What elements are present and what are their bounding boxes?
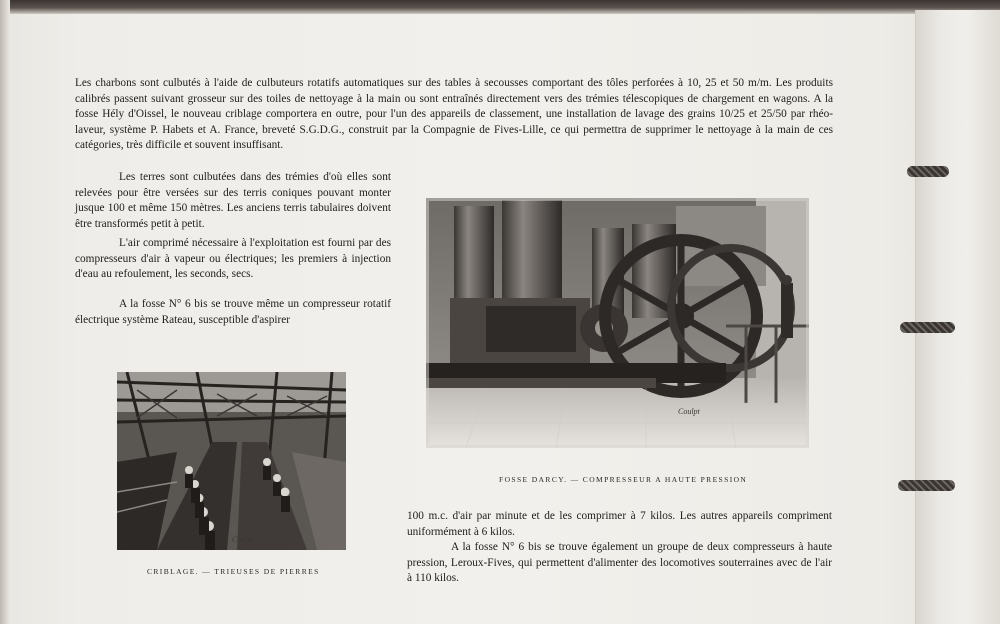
paragraph-leroux — [407, 540, 832, 587]
paragraph-text: A la fosse N° 6 bis se trouve également un groupe de deux compresseurs à haute pression, Leroux-Fives, qui permettent d'alimenter des locomotives souterraines avec de l'air à 110 kilos. — [407, 541, 832, 585]
paragraph-text: 100 m.c. d'air par minute et de les comprimer à 7 kilos. Les autres appareils compriment uniformément à 6 kilos. — [407, 510, 832, 538]
compressor-photo — [426, 198, 809, 448]
binding-cord — [907, 166, 949, 177]
binding-cord — [900, 322, 955, 333]
paragraph-terres — [75, 170, 391, 232]
photographer-signature: Coulpt — [678, 407, 700, 416]
paragraph-kilos — [407, 509, 832, 540]
paragraph-text: Les charbons sont culbutés à l'aide de culbuteurs rotatifs automatiques sur des tables à secousses comportant des tôles perforées à 10, 25 et 50 m/m. Les produits calibrés passent suivant grosseur sur des toiles de nettoyage à la main ou sont entraînés directement vers des trémies télescopiques de chargement en wagons. A la fosse Hély d'Oissel, le nouveau criblage comportera en outre, pour l'un des appareils de classement, une installation de lavage des grains 10/25 et 25/50 par rhéo-laveur, système P. Habets et A. France, breveté S.G.D.G., construit par la Compagnie de Fives-Lille, ce qui permettra de supprimer le nettoyage à la main de ces catégories, très difficile et souvent insuffisant. — [75, 77, 833, 152]
screening-photo — [117, 372, 346, 550]
binding-top-edge — [0, 0, 1000, 14]
caption-compressor: FOSSE DARCY. — COMPRESSEUR A HAUTE PRESSION — [499, 475, 748, 484]
paragraph-charbons — [75, 76, 833, 154]
caption-screening: CRIBLAGE. — TRIEUSES DE PIERRES — [147, 567, 320, 576]
paragraph-text: A la fosse N° 6 bis se trouve même un compresseur rotatif électrique système Rateau, susceptible d'aspirer — [75, 298, 391, 326]
binding-margin — [915, 10, 1000, 624]
paragraph-text: L'air comprimé nécessaire à l'exploitation est fourni par des compresseurs d'air à vapeur ou électriques; les premiers à injection d'eau au refoulement, les seconds, secs. — [75, 237, 391, 281]
paragraph-text: Les terres sont culbutées dans des trémies d'où elles sont relevées pour être versées sur des terris coniques pouvant monter jusque 100 et même 150 mètres. Les anciens terris tabulaires doivent être transformés petit à petit. — [75, 171, 391, 230]
paragraph-rateau — [75, 297, 391, 328]
page-left-shadow — [0, 0, 10, 624]
binding-cord — [898, 480, 955, 491]
paragraph-air — [75, 236, 391, 283]
photographer-signature: Coulpt — [232, 535, 254, 544]
